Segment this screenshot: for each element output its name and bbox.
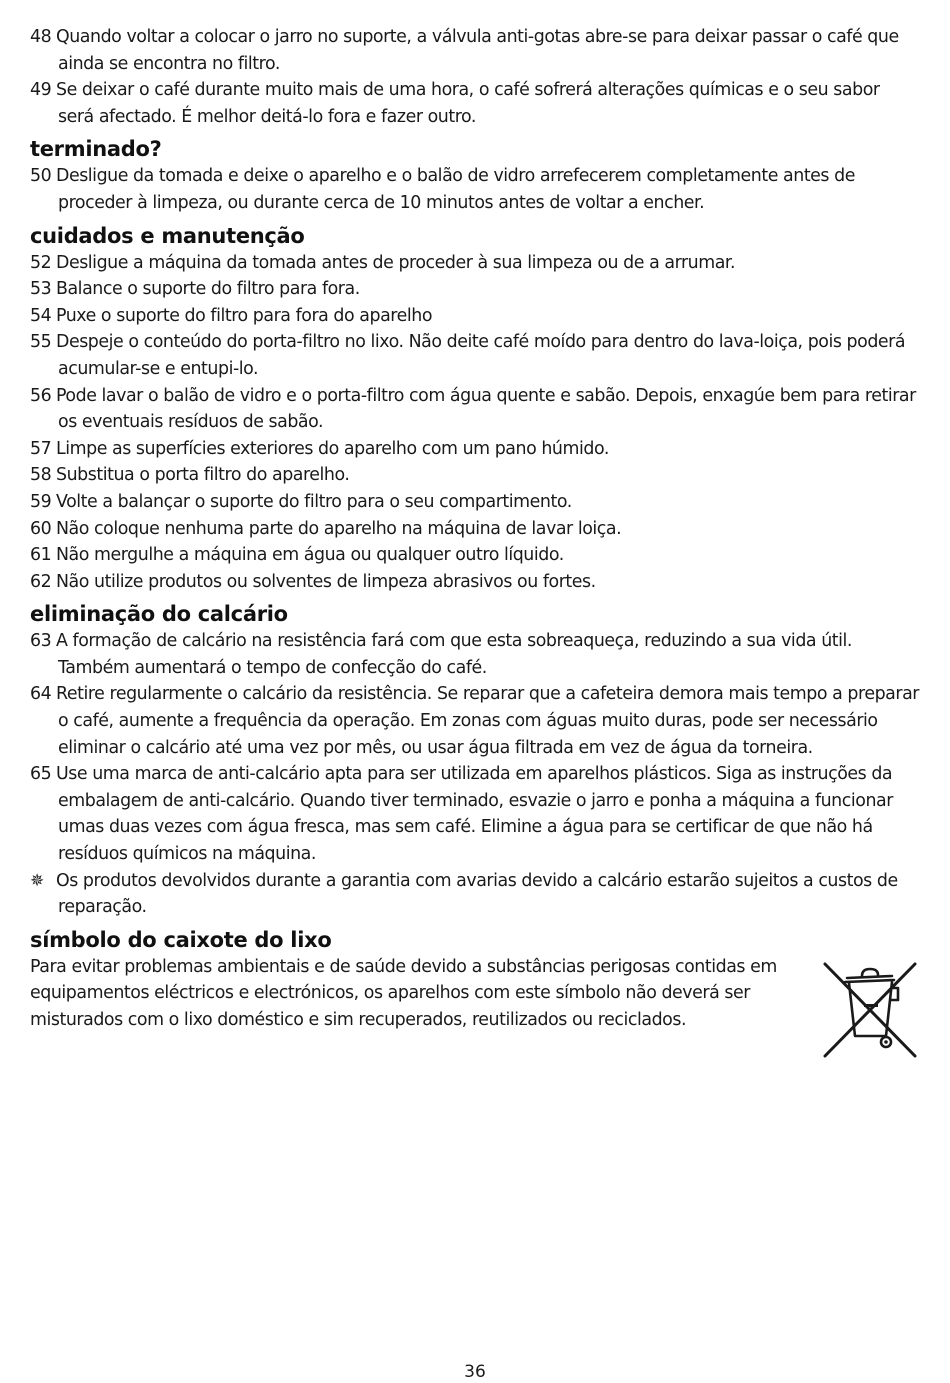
item-number: 60 (30, 518, 52, 539)
list-item (30, 569, 920, 596)
list-item (30, 77, 920, 130)
item-text: Se deixar o café durante muito mais de uma hora, o café sofrerá alterações químicas e o seu sabor será afectado. É melhor deitá-lo fora e fazer outro. (56, 80, 880, 127)
list-item (30, 163, 920, 216)
item-number: 53 (30, 279, 52, 300)
crossed-out-wheelie-bin-icon (820, 954, 920, 1062)
item-number: 52 (30, 252, 52, 273)
item-text: Despeje o conteúdo do porta-filtro no lixo. Não deite café moído para dentro do lava-loiça, pois poderá acumular-se e entupi-lo. (56, 332, 906, 379)
item-text: Puxe o suporte do filtro para fora do aparelho (56, 305, 433, 326)
item-text: Pode lavar o balão de vidro e o porta-filtro com água quente e sabão. Depois, enxagúe bem para retirar os eventuais resíduos de sabão. (56, 385, 916, 433)
item-number: 49 (30, 80, 52, 101)
list-item (30, 24, 920, 77)
sun-bullet-icon: ✵ (30, 870, 44, 891)
item-text: Balance o suporte do filtro para fora. (56, 279, 360, 300)
list-item (30, 628, 920, 681)
item-text: Desligue a máquina da tomada antes de proceder à sua limpeza ou de a arrumar. (56, 252, 736, 273)
section-heading-cuidados: cuidados e manutenção (30, 223, 305, 248)
list-item (30, 329, 920, 382)
section-heading-calcario: eliminação do calcário (30, 602, 288, 627)
list-item (30, 303, 920, 330)
item-number: 59 (30, 491, 52, 512)
item-number: 54 (30, 305, 52, 326)
item-number: 56 (30, 385, 52, 406)
list-item (30, 436, 920, 463)
item-text: A formação de calcário na resistência fará com que esta sobreaqueça, reduzindo a sua vida útil. Também aumentará o tempo de confecção do café. (56, 631, 852, 678)
note-text: Os produtos devolvidos durante a garantia com avarias devido a calcário estarão sujeitos a custos de reparação. (56, 870, 898, 918)
item-text: Limpe as superfícies exteriores do aparelho com um pano húmido. (56, 438, 609, 459)
item-number: 64 (30, 684, 52, 705)
item-number: 61 (30, 545, 52, 566)
item-text: Substitua o porta filtro do aparelho. (56, 465, 350, 486)
item-text: Não mergulhe a máquina em água ou qualquer outro líquido. (56, 545, 564, 566)
list-item (30, 462, 920, 489)
item-number: 55 (30, 332, 52, 353)
item-text: Desligue da tomada e deixe o aparelho e o balão de vidro arrefecerem completamente antes de proceder à limpeza, ou durante cerca de 10 minutos antes de voltar a encher. (56, 166, 855, 213)
item-text: Volte a balançar o suporte do filtro para o seu compartimento. (56, 491, 572, 512)
item-number: 48 (30, 27, 52, 47)
warning-note (30, 868, 920, 921)
item-number: 57 (30, 438, 52, 459)
item-number: 65 (30, 764, 52, 785)
section-heading-terminado: terminado? (30, 137, 162, 162)
weee-section (30, 954, 920, 1034)
item-number: 58 (30, 465, 52, 486)
item-number: 63 (30, 631, 52, 652)
manual-page (30, 24, 920, 1034)
item-text: Use uma marca de anti-calcário apta para ser utilizada em aparelhos plásticos. Siga as instruções da embalagem de anti-calcário. Quando tiver terminado, esvazie o jarro e ponha a máquina a funcionar umas duas vezes com água fresca, mas sem café. Elimine a água para se certificar de que não há resíduos químicos na máquina. (56, 764, 893, 865)
item-number: 50 (30, 166, 52, 187)
list-item (30, 489, 920, 516)
list-item (30, 542, 920, 569)
section-heading-lixo: símbolo do caixote do lixo (30, 927, 332, 952)
weee-text: Para evitar problemas ambientais e de saúde devido a substâncias perigosas contidas em equipamentos eléctricos e electrónicos, os aparelhos com este símbolo não deverá ser misturados com o lixo doméstico e sim recuperados, reutilizados ou reciclados. (30, 956, 777, 1030)
list-item (30, 250, 920, 277)
item-number: 62 (30, 571, 52, 592)
list-item (30, 516, 920, 543)
item-text: Retire regularmente o calcário da resistência. Se reparar que a cafeteira demora mais tempo a preparar o café, aumente a frequência da operação. Em zonas com águas muito duras, pode ser necessário eliminar o calcário até uma vez por mês, ou usar água filtrada em vez de água da torneira. (56, 684, 919, 758)
list-item (30, 681, 920, 761)
item-text: Não utilize produtos ou solventes de limpeza abrasivos ou fortes. (56, 571, 596, 592)
item-text: Quando voltar a colocar o jarro no suporte, a válvula anti-gotas abre-se para deixar passar o café que ainda se encontra no filtro. (56, 27, 899, 74)
list-item (30, 276, 920, 303)
item-text: Não coloque nenhuma parte do aparelho na máquina de lavar loiça. (56, 518, 622, 539)
list-item (30, 761, 920, 867)
page-number: 36 (464, 1362, 486, 1382)
list-item (30, 383, 920, 436)
